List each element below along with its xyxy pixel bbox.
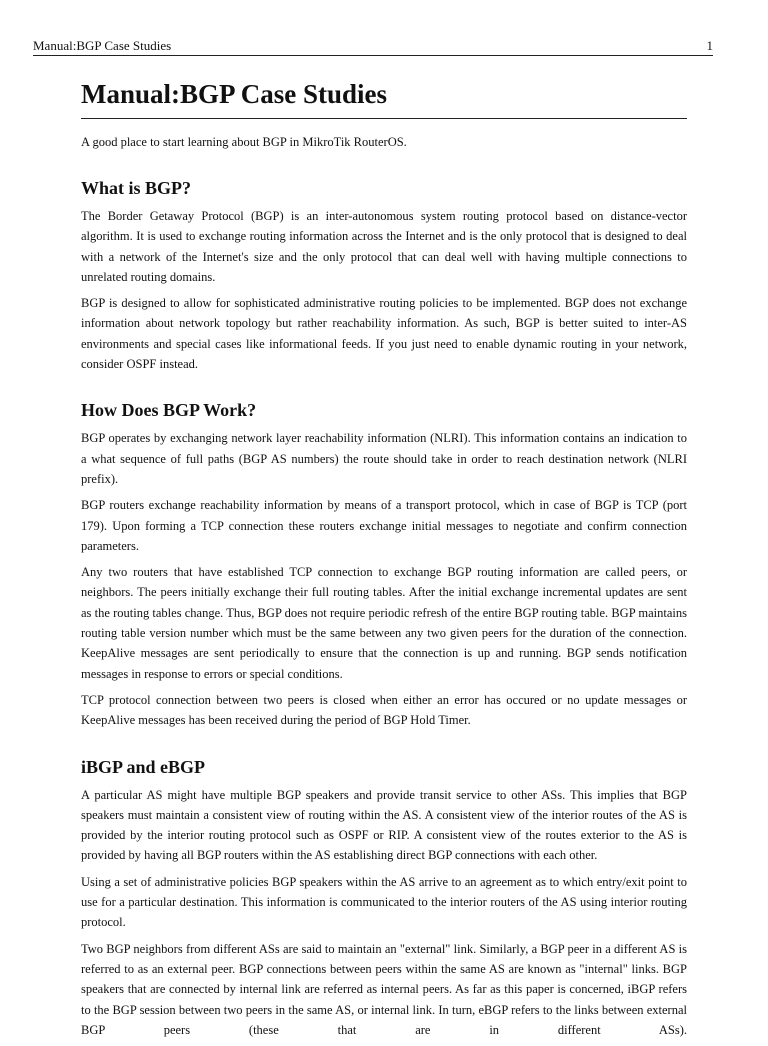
page-number: 1 bbox=[706, 38, 713, 53]
paragraph: TCP protocol connection between two peers is closed when either an error has occured or no update messages or KeepAlive messages has been received during the period of BGP Hold Timer. bbox=[81, 692, 687, 728]
section-heading: What is BGP? bbox=[81, 178, 192, 198]
paragraph: BGP is designed to allow for sophisticated administrative routing policies to be implemented. BGP does not exchange information about network topology but rather reachability information. As such, BGP is better suited to inter-AS environments and special cases like informational feeds. If you just need to enable dynamic routing in your network, consider OSPF instead. bbox=[81, 296, 687, 372]
running-header-title: Manual:BGP Case Studies bbox=[33, 38, 172, 53]
paragraph: Using a set of administrative policies BGP speakers within the AS arrive to an agreement as to which entry/exit point to use for a particular destination. This information is communicated to the interior routers of the AS using interior routing protocol. bbox=[81, 874, 687, 930]
paragraph: BGP operates by exchanging network layer reachability information (NLRI). This information contains an indication to a what sequence of full paths (BGP AS numbers) the route should take in order to reach destination network (NLRI prefix). bbox=[81, 431, 687, 486]
document-body bbox=[81, 76, 687, 1046]
running-header bbox=[33, 37, 713, 56]
paragraph: Any two routers that have established TCP connection to exchange BGP routing information are called peers, or neighbors. The peers initially exchange their full routing tables. After the initial exchange incremental updates are sent as the routing tables change. Thus, BGP does not require periodic refresh of the entire BGP routing table. BGP maintains routing table version number which must be the same between any two given peers for the duration of the connection. KeepAlive messages are sent periodically to ensure that the connection is up and running. BGP sends notification messages in response to errors or special conditions. bbox=[81, 565, 687, 681]
intro-text: A good place to start learning about BGP in MikroTik RouterOS. bbox=[81, 135, 407, 149]
section-what-is-bgp bbox=[81, 177, 687, 374]
paragraph: The Border Getaway Protocol (BGP) is an inter-autonomous system routing protocol based on distance-vector algorithm. It is used to exchange routing information across the Internet and is the only protocol that is designed to deal with a network of the Internet's size and the only protocol that can deal well with having multiple connections to unrelated routing domains. bbox=[81, 209, 687, 284]
section-how-does-bgp-work bbox=[81, 399, 687, 730]
paragraph: A particular AS might have multiple BGP speakers and provide transit service to other ASs. This implies that BGP speakers must maintain a consistent view of routing within the AS. A consistent view of the interior routes of the AS is provided by the interior routing protocol such as OSPF or RIP. A consistent view of the routes exterior to the AS is provided by having all BGP routers within the AS establishing direct BGP connections with each other. bbox=[81, 787, 687, 863]
page-title: Manual:BGP Case Studies bbox=[81, 76, 687, 119]
paragraph: Two BGP neighbors from different ASs are said to maintain an "external" link. Similarly, a BGP peer in a different AS is referred to as an external peer. BGP connections between peers within the same AS are known as "internal" links. BGP speakers that are connected by internal link are referred as internal peers. As far as this paper is concerned, iBGP refers to the BGP session between two peers in the same AS, or internal link. In turn, eBGP refers to the links between external BGP peers (these that are in different ASs). bbox=[81, 941, 687, 1037]
section-heading: iBGP and eBGP bbox=[81, 756, 206, 777]
section-heading: How Does BGP Work? bbox=[81, 400, 257, 421]
paragraph: BGP routers exchange reachability information by means of a transport protocol, which in case of BGP is TCP (port 179). Upon forming a TCP connection these routers exchange initial messages to negotiate and confirm connection parameters. bbox=[81, 498, 687, 553]
section-ibgp-and-ebgp bbox=[81, 756, 687, 1041]
